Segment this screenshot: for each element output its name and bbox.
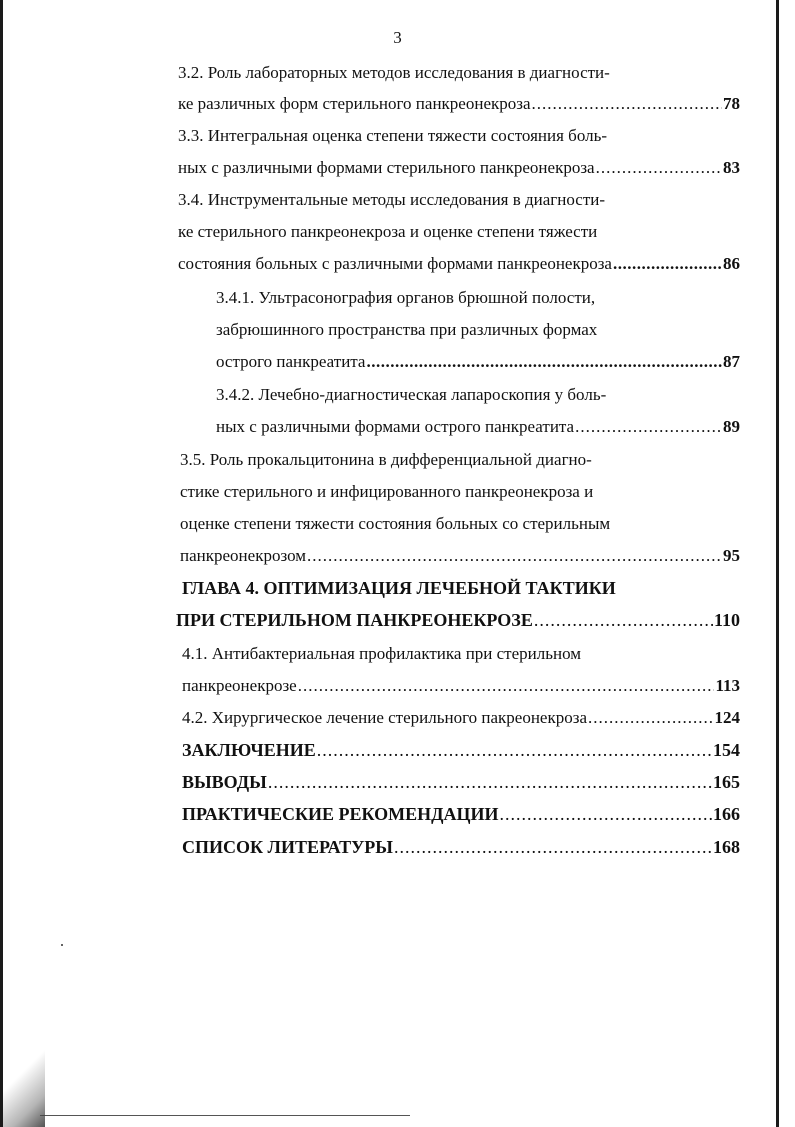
leader-dots bbox=[366, 349, 722, 375]
leader-dots bbox=[268, 769, 712, 795]
toc-entry-3-4-line-1: 3.4. Инструментальные методы исследования в диагности- bbox=[178, 190, 606, 209]
page-number: 3 bbox=[393, 28, 402, 47]
toc-entry-3-5-line-2: стике стерильного и инфицированного панкреонекроза и bbox=[180, 482, 594, 501]
leader-dots bbox=[588, 705, 714, 731]
toc-entry-3-3-line-1: 3.3. Интегральная оценка степени тяжести состояния боль- bbox=[178, 126, 608, 145]
toc-entry-4-2[interactable]: 4.2. Хирургическое лечение стерильного пакреонекроза ..... 124 bbox=[182, 705, 740, 731]
toc-entry-4-1-line-2[interactable]: панкреонекрозе ..... 113 bbox=[182, 673, 740, 699]
toc-entry-3-4-1-line-3[interactable]: острого панкреатита ..... 87 bbox=[216, 349, 740, 375]
toc-entry-3-2-line-2[interactable]: ке различных форм стерильного панкреонекроза ..... 78 bbox=[178, 91, 740, 117]
toc-page-number: 154 bbox=[713, 740, 740, 760]
leader-dots bbox=[500, 801, 712, 827]
toc-entry-3-4-1-line-1: 3.4.1. Ультрасонография органов брюшной полости, bbox=[216, 288, 596, 307]
leader-dots bbox=[534, 607, 713, 633]
toc-page-number: 87 bbox=[723, 352, 740, 371]
toc-page-number: 95 bbox=[723, 546, 740, 565]
leader-dots bbox=[298, 673, 715, 699]
toc-page-number: 110 bbox=[713, 610, 740, 630]
leader-dots bbox=[596, 155, 722, 181]
leader-dots bbox=[317, 737, 712, 763]
toc-page-number: 78 bbox=[723, 94, 740, 113]
footer-rule bbox=[40, 1115, 410, 1116]
toc-entry-3-5-line-1: 3.5. Роль прокальцитонина в дифференциальной диагно- bbox=[180, 450, 592, 469]
leader-dots bbox=[532, 91, 722, 117]
toc-page-number: 166 bbox=[713, 804, 740, 824]
toc-page-number: 89 bbox=[723, 417, 740, 436]
toc-entry-3-4-2-line-1: 3.4.2. Лечебно-диагностическая лапароскопия у боль- bbox=[216, 385, 607, 404]
leader-dots bbox=[307, 543, 722, 569]
leader-dots bbox=[575, 414, 722, 440]
toc-page-number: 168 bbox=[713, 837, 740, 857]
toc-page-number: 113 bbox=[715, 676, 740, 695]
toc-entry-3-5-line-3: оценке степени тяжести состояния больных со стерильным bbox=[180, 514, 611, 533]
toc-page-number: 83 bbox=[723, 158, 740, 177]
toc-entry-3-5-line-4[interactable]: панкреонекрозом ..... 95 bbox=[180, 543, 740, 569]
toc-page-number: 165 bbox=[713, 772, 740, 792]
toc-practical-recommendations[interactable]: ПРАКТИЧЕСКИЕ РЕКОМЕНДАЦИИ ..... 166 bbox=[182, 801, 740, 827]
toc-entry-4-1-line-1: 4.1. Антибактериальная профилактика при стерильном bbox=[182, 644, 582, 663]
toc-conclusion[interactable]: ЗАКЛЮЧЕНИЕ ..... 154 bbox=[182, 737, 740, 763]
toc-page-number: 86 bbox=[723, 254, 740, 273]
leader-dots bbox=[613, 251, 722, 277]
toc-entry-3-4-2-line-2[interactable]: ных с различными формами острого панкреатита ..... 89 bbox=[216, 414, 740, 440]
toc-page-number: 124 bbox=[714, 708, 740, 727]
toc-entry-3-3-line-2[interactable]: ных с различными формами стерильного панкреонекроза ..... 83 bbox=[178, 155, 740, 181]
toc-entry-3-4-line-3[interactable]: состояния больных с различными формами панкреонекроза ..... 86 bbox=[178, 251, 740, 277]
scan-speck bbox=[61, 944, 63, 946]
toc-entry-3-4-line-2: ке стерильного панкреонекроза и оценке степени тяжести bbox=[178, 222, 598, 241]
toc-entry-3-2-line-1: 3.2. Роль лабораторных методов исследования в диагности- bbox=[178, 63, 610, 82]
scan-right-edge bbox=[776, 0, 779, 1127]
toc-chapter-4-line-1: ГЛАВА 4. ОПТИМИЗАЦИЯ ЛЕЧЕБНОЙ ТАКТИКИ bbox=[182, 578, 616, 598]
toc-entry-3-4-1-line-2: забрюшинного пространства при различных формах bbox=[216, 320, 598, 339]
scan-corner-shadow bbox=[3, 1040, 45, 1127]
toc-references[interactable]: СПИСОК ЛИТЕРАТУРЫ ..... 168 bbox=[182, 834, 740, 860]
toc-chapter-4-line-2[interactable]: ПРИ СТЕРИЛЬНОМ ПАНКРЕОНЕКРОЗЕ ..... 110 bbox=[176, 607, 740, 633]
toc-findings[interactable]: ВЫВОДЫ ..... 165 bbox=[182, 769, 740, 795]
leader-dots bbox=[394, 834, 712, 860]
scan-left-edge bbox=[0, 0, 3, 1127]
